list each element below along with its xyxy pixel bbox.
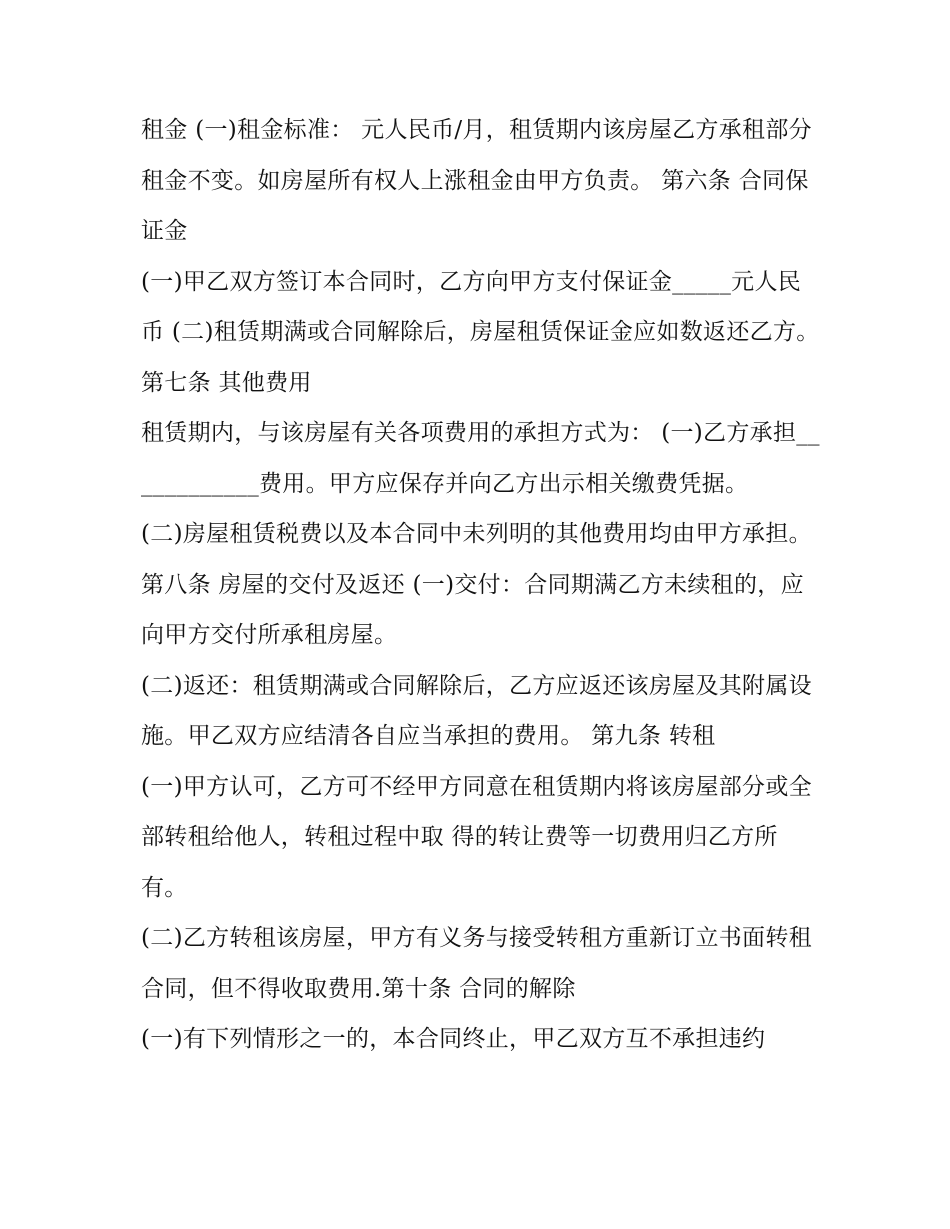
paragraph-deposit: (一)甲乙双方签订本合同时，乙方向甲方支付保证金_____元人民币 (二)租赁期满或合同解除后，房屋租赁保证金应如数返还乙方。 第七条 其他费用: [141, 268, 820, 396]
paragraph-termination: (一)有下列情形之一的，本合同终止，甲乙双方互不承担违约: [141, 1026, 766, 1052]
paragraph-return-sublet: (二)返还：租赁期满或合同解除后，乙方应返还该房屋及其附属设施。甲乙双方应结清各自应当承担的费用。 第九条 转租: [141, 672, 812, 749]
paragraph-other-fees: 租赁期内，与该房屋有关各项费用的承担方式为： (一)乙方承担____________费用。甲方应保存并向乙方出示相关缴费凭据。: [141, 420, 820, 497]
paragraph-sublet-contract: (二)乙方转租该房屋，甲方有义务与接受转租方重新订立书面转租合同，但不得收取费用.第十条 合同的解除: [141, 925, 812, 1002]
contract-body: [141, 105, 821, 1065]
paragraph-rent: 租金 (一)租金标准： 元人民币/月，租赁期内该房屋乙方承租部分租金不变。如房屋所有权人上涨租金由甲方负责。 第六条 合同保证金: [141, 117, 812, 244]
paragraph-sublet-approval: (一)甲方认可，乙方可不经甲方同意在租赁期内将该房屋部分或全部转租给他人，转租过程中取 得的转让费等一切费用归乙方所有。: [141, 773, 812, 901]
paragraph-taxes-delivery: (二)房屋租赁税费以及本合同中未列明的其他费用均由甲方承担。 第八条 房屋的交付及返还 (一)交付：合同期满乙方未续租的，应向甲方交付所承租房屋。: [141, 521, 812, 648]
